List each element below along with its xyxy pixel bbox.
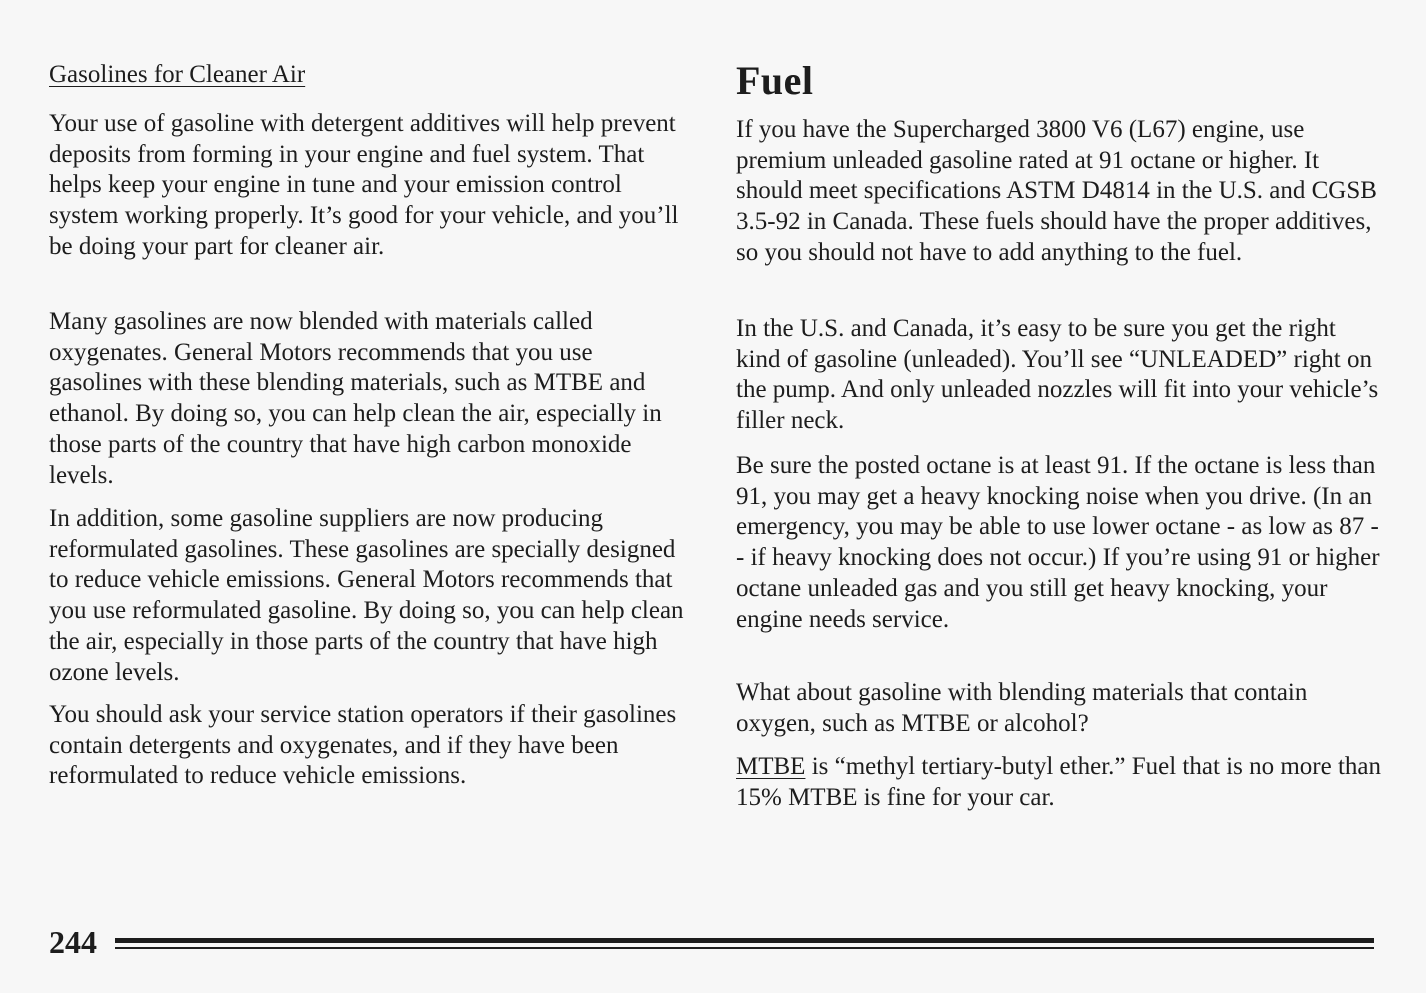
paragraph-blending-question: What about gasoline with blending materials that contain oxygen, such as MTBE or alcohol? <box>736 679 1308 737</box>
footer-rule-thick <box>115 938 1374 943</box>
cleaner-air-heading: Gasolines for Cleaner Air <box>49 61 306 88</box>
paragraph-ask-operators: You should ask your service station operators if their gasolines contain detergents and oxygenates, and if they have been reformulated to reduce vehicle emissions. <box>49 701 677 790</box>
footer-rule-thin <box>115 947 1374 949</box>
paragraph-mtbe <box>736 752 1386 813</box>
paragraph-detergent: Your use of gasoline with detergent additives will help prevent deposits from forming in your engine and fuel system. That helps keep your engine in tune and your emission control system working properly. It’s good for your vehicle, and you’ll be doing your part for cleaner air. <box>49 110 679 260</box>
page-footer <box>49 922 1374 962</box>
paragraph-unleaded: In the U.S. and Canada, it’s easy to be sure you get the right kind of gasoline (unleaded). You’ll see “UNLEADED” right on the pump. And only unleaded nozzles will fit into your vehicle’s filler neck. <box>736 315 1379 435</box>
mtbe-term: MTBE <box>736 753 806 780</box>
page-number: 244 <box>49 924 97 960</box>
paragraph-reformulated: In addition, some gasoline suppliers are now producing reformulated gasolines. These gasolines are specially designed to reduce vehicle emissions. General Motors recommends that you use reformulated gasoline. By doing so, you can help clean the air, especially in those parts of the country that have high ozone levels. <box>49 505 684 686</box>
mtbe-definition: is “methyl tertiary-butyl ether.” Fuel that is no more than 15% MTBE is fine for your car. <box>736 753 1382 811</box>
paragraph-supercharged: If you have the Supercharged 3800 V6 (L67) engine, use premium unleaded gasoline rated at 91 octane or higher. It should meet specifications ASTM D4814 in the U.S. and CGSB 3.5-92 in Canada. These fuels should have the proper additives, so you should not have to add anything to the fuel. <box>736 116 1377 266</box>
fuel-title: Fuel <box>736 58 814 103</box>
paragraph-oxygenates: Many gasolines are now blended with materials called oxygenates. General Motors recommends that you use gasolines with these blending materials, such as MTBE and ethanol. By doing so, you can help clean the air, especially in those parts of the country that have high carbon monoxide levels. <box>49 308 662 489</box>
paragraph-octane: Be sure the posted octane is at least 91. If the octane is less than 91, you may get a heavy knocking noise when you drive. (In an emergency, you may be able to use lower octane - as low as 87 -- if heavy knocking does not occur.) If you’re using 91 or higher octane unleaded gas and you still get heavy knocking, your engine needs service. <box>736 452 1380 633</box>
